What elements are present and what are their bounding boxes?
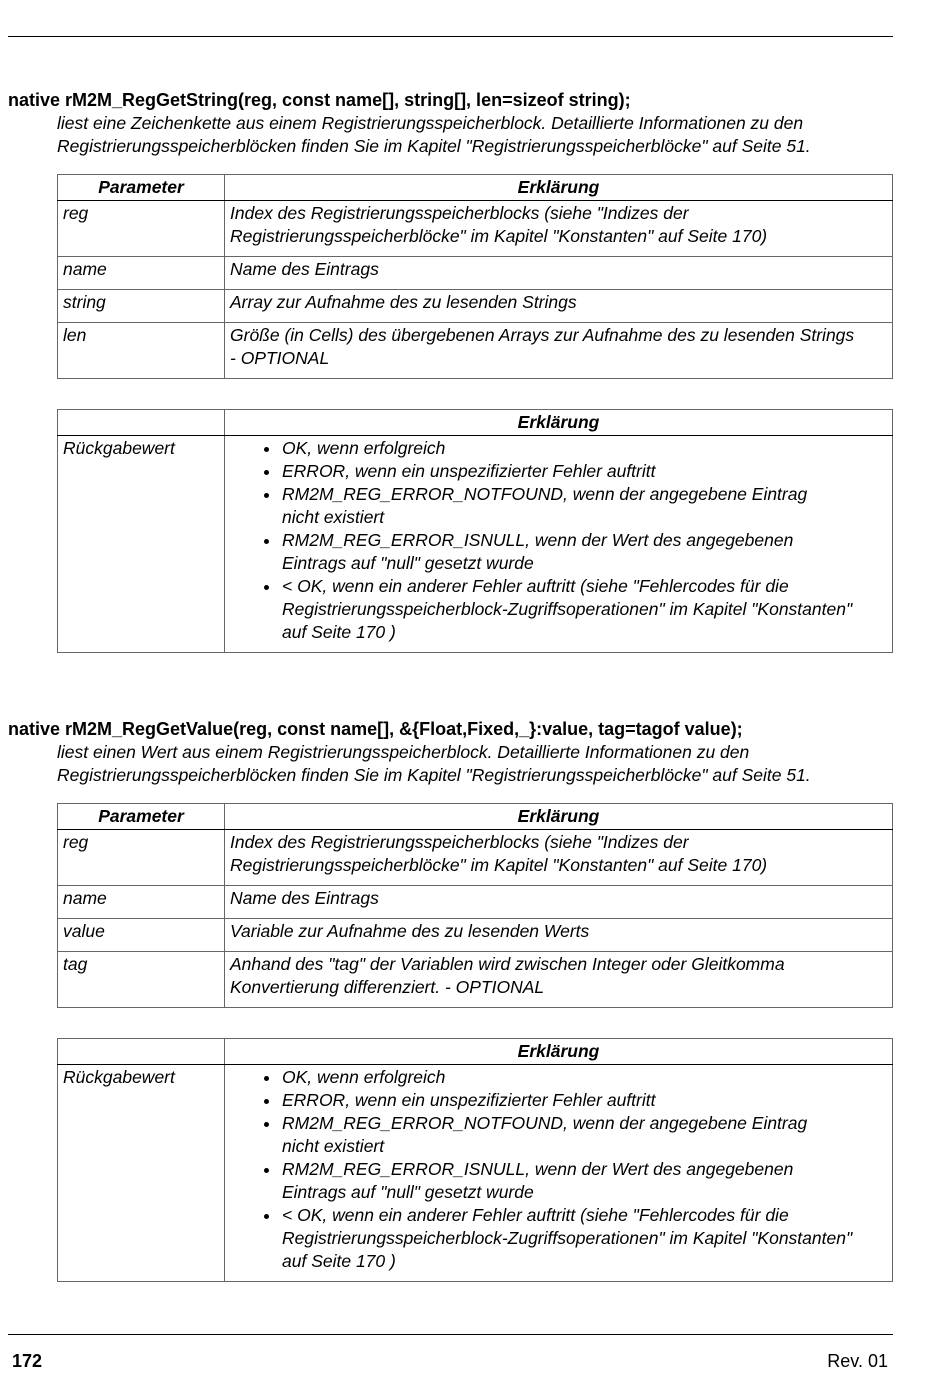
return-label: Rückgabewert <box>58 1065 225 1282</box>
function-description <box>57 112 893 158</box>
column-header-explanation: Erklärung <box>225 804 893 830</box>
list-item: ERROR, wenn ein unspezifizierter Fehler auftritt <box>282 1089 887 1112</box>
table-row <box>58 436 893 653</box>
parameter-explanation: Name des Eintrags <box>225 257 893 290</box>
list-item: OK, wenn erfolgreich <box>282 1066 887 1089</box>
return-value-table <box>57 1038 893 1282</box>
table-row <box>58 201 893 257</box>
description-line: liest eine Zeichenkette aus einem Registrierungsspeicherblock. Detaillierte Informationen zu den <box>57 113 804 133</box>
parameter-explanation: Name des Eintrags <box>225 886 893 919</box>
table-row <box>58 323 893 379</box>
parameter-explanation: Variable zur Aufnahme des zu lesenden Werts <box>225 919 893 952</box>
parameter-explanation: Anhand des "tag" der Variablen wird zwischen Integer oder Gleitkomma Konvertierung differenziert. - OPTIONAL <box>225 952 893 1008</box>
return-value-table <box>57 409 893 653</box>
column-header-parameter: Parameter <box>58 804 225 830</box>
table-row <box>58 1065 893 1282</box>
description-line: Registrierungsspeicherblöcken finden Sie im Kapitel "Registrierungsspeicherblöcke" auf Seite 51. <box>57 765 811 785</box>
parameter-table <box>57 174 893 379</box>
table-row <box>58 952 893 1008</box>
column-header-empty <box>58 1039 225 1065</box>
parameter-name: reg <box>58 830 225 886</box>
parameter-name: name <box>58 257 225 290</box>
column-header-explanation: Erklärung <box>225 175 893 201</box>
header-rule <box>8 36 893 37</box>
list-item: RM2M_REG_ERROR_NOTFOUND, wenn der angegebene Eintrag nicht existiert <box>282 1112 887 1158</box>
parameter-table <box>57 803 893 1008</box>
column-header-empty <box>58 410 225 436</box>
parameter-name: reg <box>58 201 225 257</box>
table-row <box>58 886 893 919</box>
list-item: RM2M_REG_ERROR_NOTFOUND, wenn der angegebene Eintrag nicht existiert <box>282 483 887 529</box>
function-description <box>57 741 893 787</box>
parameter-explanation: Index des Registrierungsspeicherblocks (siehe "Indizes der Registrierungsspeicherblöcke" im Kapitel "Konstanten" auf Seite 170) <box>225 201 893 257</box>
return-value-list <box>225 1065 893 1282</box>
parameter-name: name <box>58 886 225 919</box>
list-item: RM2M_REG_ERROR_ISNULL, wenn der Wert des angegebenen Eintrags auf "null" gesetzt wurde <box>282 1158 887 1204</box>
function-signature: native rM2M_RegGetValue(reg, const name[], &{Float,Fixed,_}:value, tag=tagof value); <box>8 719 743 739</box>
return-value-list <box>225 436 893 653</box>
parameter-name: string <box>58 290 225 323</box>
column-header-explanation: Erklärung <box>225 410 893 436</box>
table-row <box>58 919 893 952</box>
list-item: RM2M_REG_ERROR_ISNULL, wenn der Wert des angegebenen Eintrags auf "null" gesetzt wurde <box>282 529 887 575</box>
return-label: Rückgabewert <box>58 436 225 653</box>
parameter-name: value <box>58 919 225 952</box>
parameter-explanation: Array zur Aufnahme des zu lesenden Strings <box>225 290 893 323</box>
revision-label: Rev. 01 <box>827 1351 888 1371</box>
parameter-name: len <box>58 323 225 379</box>
list-item: < OK, wenn ein anderer Fehler auftritt (siehe "Fehlercodes für die Registrierungsspeicherblock-Zugriffsoperationen" im Kapitel "Konstanten" auf Seite 170 ) <box>282 1204 887 1273</box>
description-line: liest einen Wert aus einem Registrierungsspeicherblock. Detaillierte Informationen zu den <box>57 742 750 762</box>
description-line: Registrierungsspeicherblöcken finden Sie im Kapitel "Registrierungsspeicherblöcke" auf Seite 51. <box>57 136 811 156</box>
list-item: ERROR, wenn ein unspezifizierter Fehler auftritt <box>282 460 887 483</box>
table-row <box>58 257 893 290</box>
list-item: < OK, wenn ein anderer Fehler auftritt (siehe "Fehlercodes für die Registrierungsspeicherblock-Zugriffsoperationen" im Kapitel "Konstanten" auf Seite 170 ) <box>282 575 887 644</box>
function-signature: native rM2M_RegGetString(reg, const name[], string[], len=sizeof string); <box>8 90 631 110</box>
table-row <box>58 830 893 886</box>
parameter-explanation: Index des Registrierungsspeicherblocks (siehe "Indizes der Registrierungsspeicherblöcke" im Kapitel "Konstanten" auf Seite 170) <box>225 830 893 886</box>
column-header-explanation: Erklärung <box>225 1039 893 1065</box>
page-number: 172 <box>12 1351 43 1371</box>
parameter-name: tag <box>58 952 225 1008</box>
list-item: OK, wenn erfolgreich <box>282 437 887 460</box>
parameter-explanation: Größe (in Cells) des übergebenen Arrays zur Aufnahme des zu lesenden Strings - OPTIONAL <box>225 323 893 379</box>
table-row <box>58 290 893 323</box>
column-header-parameter: Parameter <box>58 175 225 201</box>
footer-rule <box>8 1334 893 1335</box>
